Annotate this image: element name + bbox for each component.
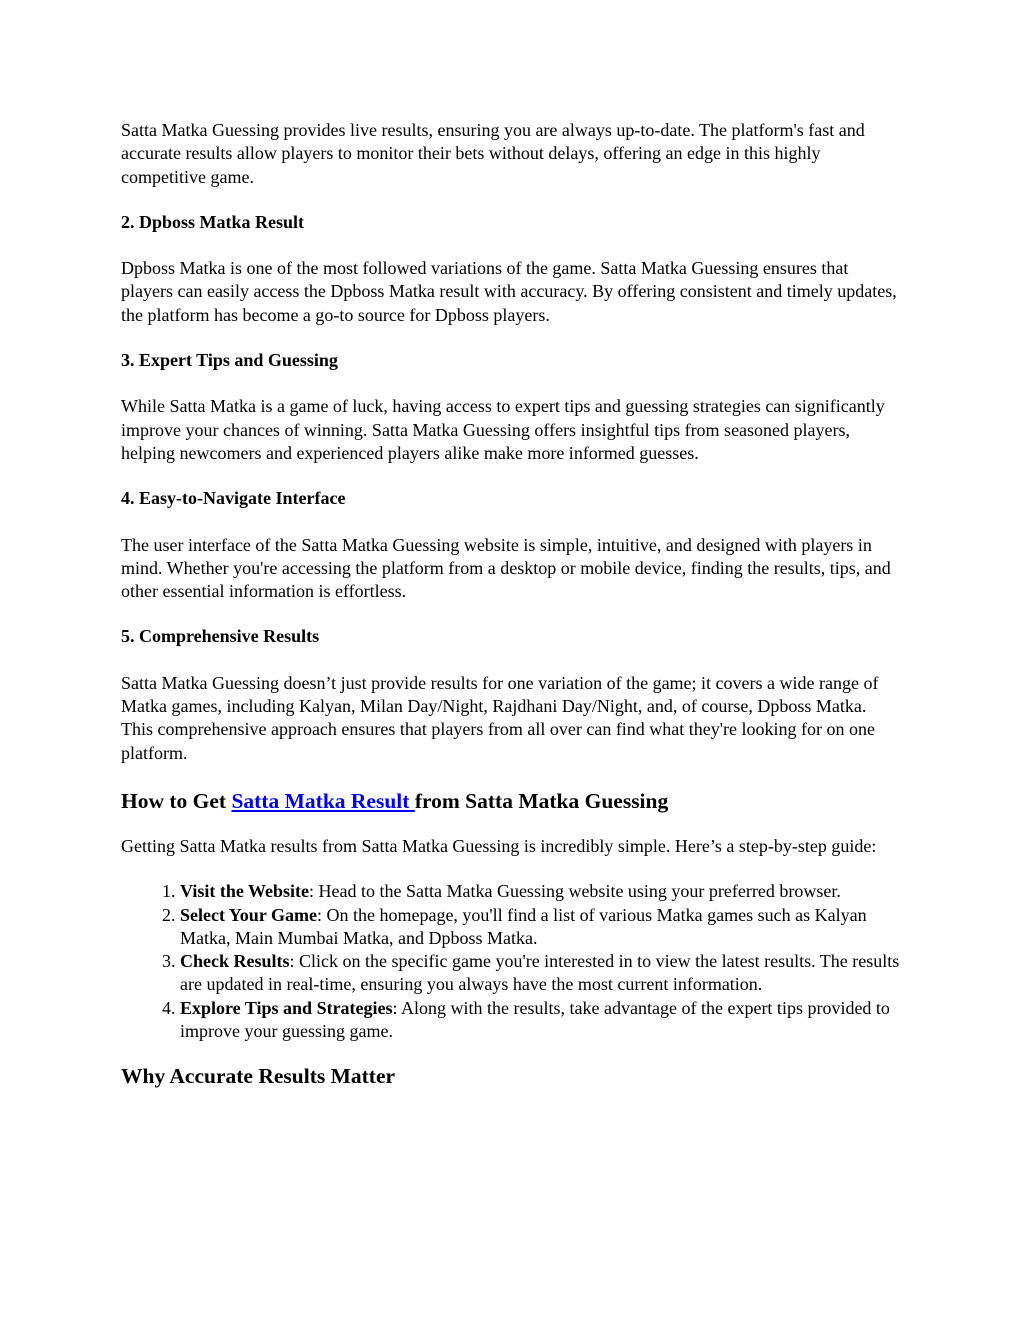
list-item: [180, 880, 901, 903]
list-item: [180, 904, 901, 951]
how-to-intro: Getting Satta Matka results from Satta Matka Guessing is incredibly simple. Here’s a step-by-step guide:: [121, 835, 877, 856]
steps-list: [121, 880, 901, 1043]
section-body: The user interface of the Satta Matka Guessing website is simple, intuitive, and designed with players in mind. Whether you're accessing the platform from a desktop or mobile device, finding the results, tips, and other essential information is effortless.: [121, 534, 891, 602]
how-to-heading: [121, 787, 901, 815]
step-text: : Head to the Satta Matka Guessing website using your preferred browser.: [309, 881, 841, 902]
section-body: While Satta Matka is a game of luck, having access to expert tips and guessing strategies can significantly improve your chances of winning. Satta Matka Guessing offers insightful tips from seasoned players, helping newcomers and experienced players alike make more informed guesses.: [121, 396, 885, 463]
step-title: Visit the Website: [180, 881, 309, 902]
satta-matka-result-link[interactable]: Satta Matka Result: [231, 788, 415, 813]
section-comprehensive-results: [121, 625, 901, 764]
section-heading: 2. Dpboss Matka Result: [121, 211, 305, 232]
section-heading: 3. Expert Tips and Guessing: [121, 350, 338, 371]
how-to-heading-suffix: from Satta Matka Guessing: [414, 788, 669, 813]
section-dpboss-matka-result: [121, 211, 901, 327]
section-easy-interface: [121, 487, 901, 603]
section-heading: 4. Easy-to-Navigate Interface: [121, 488, 346, 509]
section-heading: 5. Comprehensive Results: [121, 626, 320, 647]
step-title: Explore Tips and Strategies: [180, 997, 393, 1018]
document-body: [121, 119, 901, 1110]
step-text: : Along with the results, take advantage of the expert tips provided to improve your guessing game.: [180, 997, 890, 1042]
list-item: [180, 950, 901, 997]
why-accurate-results-heading: Why Accurate Results Matter: [121, 1064, 396, 1089]
step-title: Check Results: [180, 951, 290, 972]
list-item: [180, 997, 901, 1044]
section-expert-tips: [121, 349, 901, 465]
step-text: : Click on the specific game you're interested in to view the latest results. The results are updated in real-time, ensuring you always have the most current information.: [180, 951, 900, 995]
how-to-heading-prefix: How to Get: [121, 788, 232, 813]
section-body: Dpboss Matka is one of the most followed variations of the game. Satta Matka Guessing ensures that players can easily access the Dpboss Matka result with accuracy. By offering consistent and timely updates, the platform has become a go-to source for Dpboss players.: [121, 258, 897, 325]
intro-paragraph: Satta Matka Guessing provides live results, ensuring you are always up-to-date. The platform's fast and accurate results allow players to monitor their bets without delays, offering an edge in this highly competitive game.: [121, 120, 865, 187]
step-title: Select Your Game: [180, 904, 317, 925]
step-text: : On the homepage, you'll find a list of various Matka games such as Kalyan Matka, Main Mumbai Matka, and Dpboss Matka.: [180, 904, 867, 948]
section-body: Satta Matka Guessing doesn’t just provide results for one variation of the game; it covers a wide range of Matka games, including Kalyan, Milan Day/Night, Rajdhani Day/Night, and, of course, Dpboss Matka. This comprehensive approach ensures that players from all over can find what they're looking for on one platform.: [121, 672, 879, 763]
